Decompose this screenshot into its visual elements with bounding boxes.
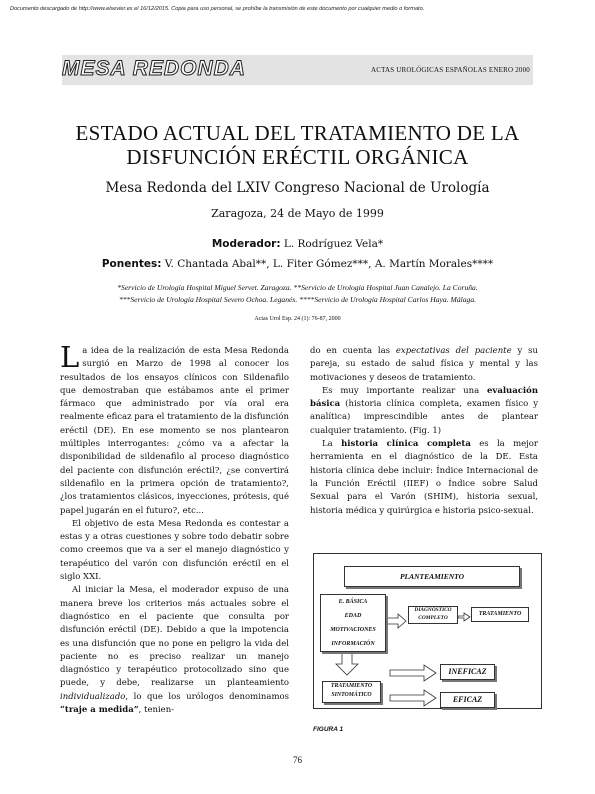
diag-line-1: DIAGNÓSTICO — [414, 607, 452, 613]
page-number: 76 — [293, 755, 302, 765]
title-line-1: ESTADO ACTUAL DEL TRATAMIENTO DE LA — [75, 121, 520, 145]
basic-evaluation-box — [320, 594, 386, 652]
sint-line-2: SINTOMÁTICO — [331, 692, 372, 698]
text-run: , tenien- — [138, 705, 175, 716]
figure-item: MOTIVACIONES — [330, 627, 376, 633]
speakers-names: V. Chantada Abal**, L. Fiter Gómez***, A. Martín Morales**** — [164, 258, 494, 270]
download-notice: Documento descargado de http://www.elsevier.es el 16/12/2015. Copia para uso personal, se prohíbe la transmisión de este documento por cualquier medio o formato. — [10, 6, 425, 12]
diag-line-2: COMPLETO — [418, 614, 448, 621]
right-column — [310, 345, 538, 518]
text-run: , lo que los urólogos denominamos — [125, 691, 289, 702]
paragraph — [310, 345, 538, 385]
sint-line-1: TRATAMIENTO — [330, 683, 373, 689]
figure-item: EDAD — [344, 613, 362, 619]
moderator-label: Moderador: — [211, 238, 281, 250]
affiliations-line-2: ***Servicio de Urología Hospital Severo Ochoa. Leganés. ****Servicio de Urología Hospital Carlos Haya. Málaga. — [118, 294, 477, 304]
citation-reference: Actas Urol Esp. 24 (1): 76-87, 2000 — [254, 316, 341, 322]
text-run: Es muy importante realizar una — [322, 385, 487, 396]
arrow-right-icon — [390, 690, 436, 706]
planteamiento-box: PLANTEAMIENTO — [344, 566, 520, 587]
paragraph-text: a idea de la realización de esta Mesa Redonda surgió en Marzo de 1998 al conocer los resultados de los ensayos clínicos con Sildenafilo que demostraban que estábamos ante el primer fármaco que administrado por vía oral era realmente eficaz para el tratamiento de la disfunción eréctil (DE). En ese momento se nos plantearon múltiples interrogantes: ¿cómo va a afectar la disponibilidad de sildenafilo al proceso diagnóstico del paciente con disfunción eréctil?, ¿se convertirá sildenafilo en la primera opción de tratamiento?, ¿los tratamientos clásicos, inyecciones, prótesis, qué papel jugarán en el futuro?, etc... — [60, 346, 289, 516]
text-run: La — [322, 439, 342, 450]
text-run: es la mejor herramienta en el diagnóstico de la DE. Esta historia clínica debe incluir: Índice Internacional de la Función Eréctil (IIEF) o Índice sobre Salud Sexual para el Varón (SHIM), historia sexual, historia médica y quirúrgica e historia psico-sexual. — [310, 439, 538, 516]
paragraph — [60, 340, 289, 518]
journal-header: ACTAS UROLÓGICAS ESPAÑOLAS ENERO 2000 — [370, 66, 530, 74]
figure-item: E. BÁSICA — [338, 599, 368, 605]
text-run: y su pareja, su estado de salud física y mental y las motivaciones y deseos de tratamiento. — [310, 346, 538, 383]
ineficaz-box: INEFICAZ — [440, 664, 495, 680]
tratamiento-box: TRATAMIENTO — [471, 607, 529, 622]
speakers-label: Ponentes: — [101, 258, 162, 270]
emphasis: expectativas del paciente — [395, 346, 512, 356]
paragraph: El objetivo de esta Mesa Redonda es contestar a estas y a otras cuestiones y sobre todo debatir sobre como creemos que va a ser el manejo diagnóstico y terapéutico del varón con disfunción eréctil en el siglo XXI. — [60, 518, 289, 583]
article-title — [40, 121, 555, 169]
text-run: (historia clínica completa, examen físico y analítica) imprescindible antes de plantear cualquier tratamiento. (Fig. 1) — [310, 399, 538, 436]
paragraph — [310, 385, 538, 438]
arrow-right-icon — [386, 614, 406, 628]
figure-item: INFORMACIÓN — [331, 641, 375, 647]
speakers-line — [40, 258, 555, 270]
title-line-2: DISFUNCIÓN ERÉCTIL ORGÁNICA — [126, 145, 469, 169]
section-label: MESA REDONDA — [62, 57, 246, 80]
arrow-down-icon — [336, 652, 358, 675]
tratamiento-sintomatico-box — [322, 681, 381, 703]
affiliations — [55, 282, 540, 305]
moderator-line — [40, 238, 555, 250]
figure-1-diagram — [313, 553, 542, 709]
text-run: do en cuenta las — [310, 346, 396, 356]
strong-text: “traje a medida” — [60, 705, 139, 716]
strong-text: evaluación básica — [310, 385, 538, 410]
emphasis: individualizado — [60, 691, 126, 702]
article-subtitle: Mesa Redonda del LXIV Congreso Nacional de Urología — [105, 180, 490, 196]
left-column — [60, 340, 289, 717]
figure-caption: FIGURA 1 — [313, 726, 344, 733]
moderator-name: L. Rodríguez Vela* — [283, 238, 384, 250]
arrow-right-icon — [390, 665, 436, 681]
affiliations-line-1: *Servicio de Urología Hospital Miguel Servet. Zaragoza. **Servicio de Urología Hospital Juan Canalejo. La Coruña. — [117, 283, 478, 292]
arrow-right-icon — [458, 613, 470, 621]
paragraph — [310, 438, 538, 518]
diagnostico-box — [408, 606, 458, 624]
drop-cap: L — [60, 340, 80, 374]
paragraph — [60, 584, 289, 717]
article-date: Zaragoza, 24 de Mayo de 1999 — [211, 207, 384, 220]
strong-text: historia clínica completa — [341, 439, 471, 450]
text-run: Al iniciar la Mesa, el moderador expuso de una manera breve los criterios más actuales sobre el diagnóstico en el paciente que consulta por disfunción eréctil (DE). Debido a que la impotencia es una disfunción que no pone en peligro la vida del paciente no es preciso realizar un manejo diagnóstico y terapéutico protocolizado sino que puede, y debe, realizarse un planteamiento — [60, 585, 289, 689]
eficaz-box: EFICAZ — [440, 692, 495, 708]
